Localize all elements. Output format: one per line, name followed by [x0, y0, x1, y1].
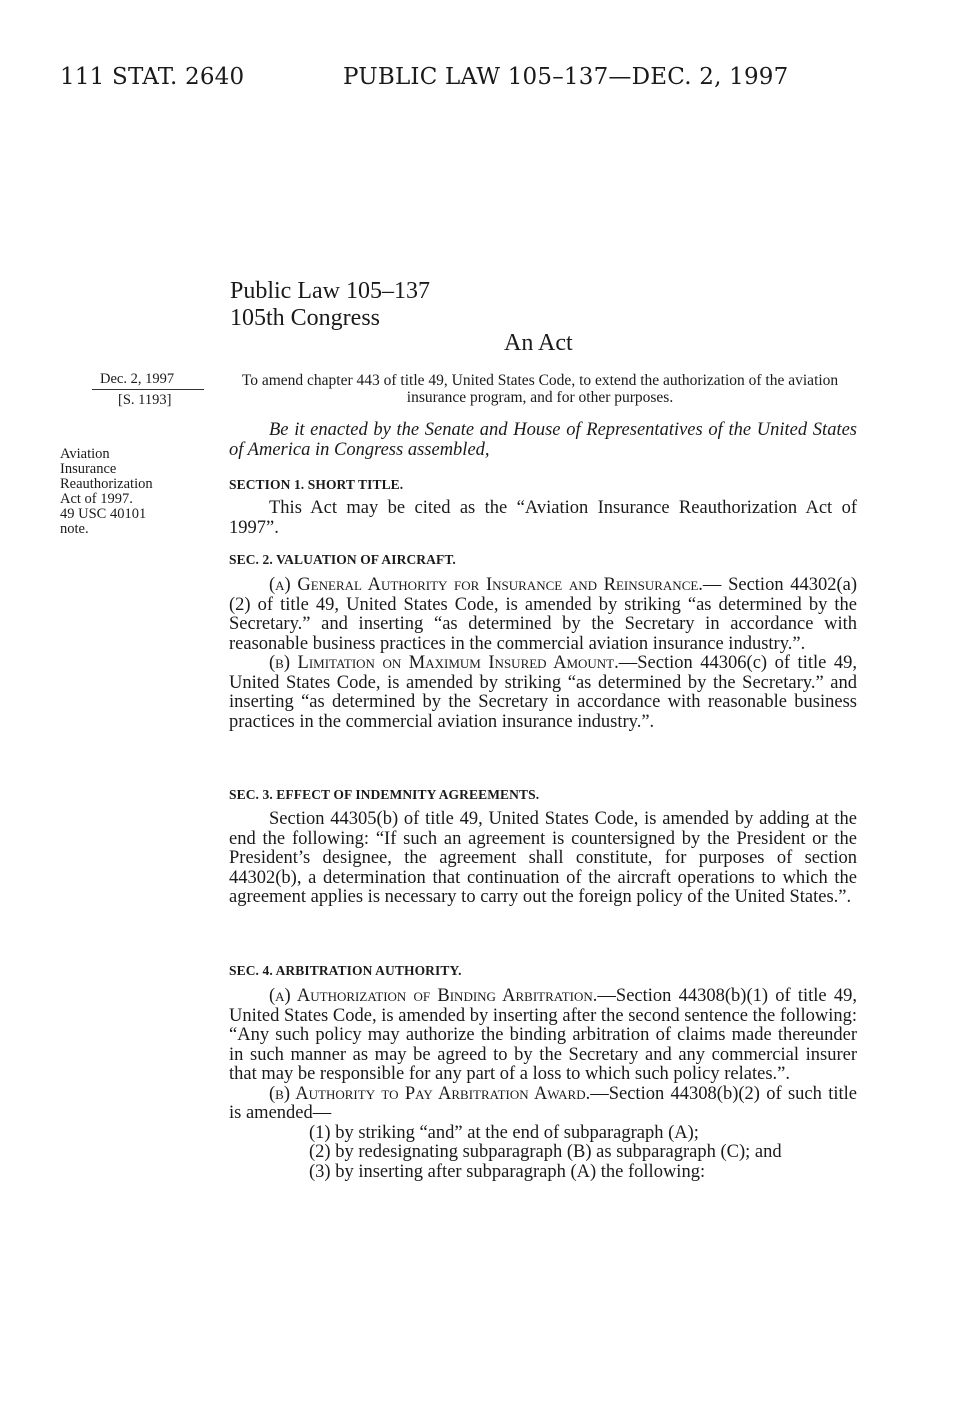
margin-date: Dec. 2, 1997 — [100, 371, 175, 387]
public-law-number: Public Law 105–137 — [230, 278, 430, 304]
act-purpose: To amend chapter 443 of title 49, United States Code, to extend the authorization of the aviation insurance program, and for other purposes. — [241, 372, 839, 406]
section-1-heading: SECTION 1. SHORT TITLE. — [229, 477, 404, 492]
margin-note-line: 49 USC 40101 — [60, 506, 147, 522]
margin-note-line: Act of 1997. — [60, 491, 133, 507]
subsection-2b-text: Section 44306(c) of title 49, United States Code, is amended by striking “as determined by the Secretary.” and inserting “as determined by the Secretary in accordance with reasonable business practices in the commercial aviation insurance industry.”. — [229, 653, 857, 732]
section-4-body — [229, 987, 857, 1182]
section-2-body — [229, 576, 857, 732]
margin-note-line: Insurance — [60, 461, 117, 477]
enacting-clause: Be it enacted by the Senate and House of Representatives of the United States of America in Congress assembled, — [229, 420, 857, 460]
section-3-text: Section 44305(b) of title 49, United States Code, is amended by adding at the end the following: “If such an agreement is countersigned by the President or the President’s designee, the agreement shall constitute, for purposes of section 44302(b), a determination that continuation of the aircraft operations to which the agreement applies is necessary to carry out the foreign policy of the United States.”. — [229, 809, 857, 907]
section-3-heading: SEC. 3. EFFECT OF INDEMNITY AGREEMENTS. — [229, 787, 540, 802]
subsection-4a-text: Section 44308(b)(1) of title 49, United States Code, is amended by inserting after the second sentence the following: “Any such policy may authorize the binding arbitration of claims made thereunder in such manner as may be agreed to by the Secretary and any commercial insurer that may be responsible for any part of a loss to which such policy relates.”. — [229, 986, 857, 1084]
running-header: PUBLIC LAW 105–137—DEC. 2, 1997 — [343, 64, 789, 90]
subsection-2a-text: Section 44302(a)(2) of title 49, United States Code, is amended by striking “as determined by the Secretary.” and inserting “as determined by the Secretary in accordance with reasonable business practices in the commercial aviation insurance industry.”. — [229, 575, 857, 654]
subsection-4b-heading: (b) Authority to Pay Arbitration Award.— — [269, 1083, 609, 1104]
section-1-text: This Act may be cited as the “Aviation Insurance Reauthorization Act of 1997”. — [229, 498, 857, 538]
section-2-heading: SEC. 2. VALUATION OF AIRCRAFT. — [229, 552, 456, 567]
margin-note-line: Reauthorization — [60, 476, 153, 492]
section-4-heading: SEC. 4. ARBITRATION AUTHORITY. — [229, 963, 462, 978]
margin-note-line: Aviation — [60, 446, 110, 462]
subsection-4b-text: Section 44308(b)(2) of such title is amended— — [229, 1083, 857, 1123]
subsection-4a-heading: (a) Authorization of Binding Arbitration.— — [269, 986, 616, 1006]
paragraph-item: (2) by redesignating subparagraph (B) as subparagraph (C); and — [309, 1142, 782, 1162]
an-act-title: An Act — [504, 330, 573, 356]
statute-reference: 111 STAT. 2640 — [60, 64, 245, 90]
margin-divider — [92, 389, 204, 390]
subsection-2a-heading: (a) General Authority for Insurance and Reinsurance.— — [269, 575, 722, 595]
margin-note-line: note. — [60, 521, 89, 537]
margin-bill-number: [S. 1193] — [118, 392, 172, 408]
margin-short-title-note — [60, 447, 153, 537]
paragraph-item: (3) by inserting after subparagraph (A) the following: — [309, 1161, 706, 1182]
congress-label: 105th Congress — [230, 305, 380, 331]
subsection-2b-heading: (b) Limitation on Maximum Insured Amount.— — [269, 653, 638, 673]
paragraph-item: (1) by striking “and” at the end of subparagraph (A); — [309, 1122, 699, 1143]
